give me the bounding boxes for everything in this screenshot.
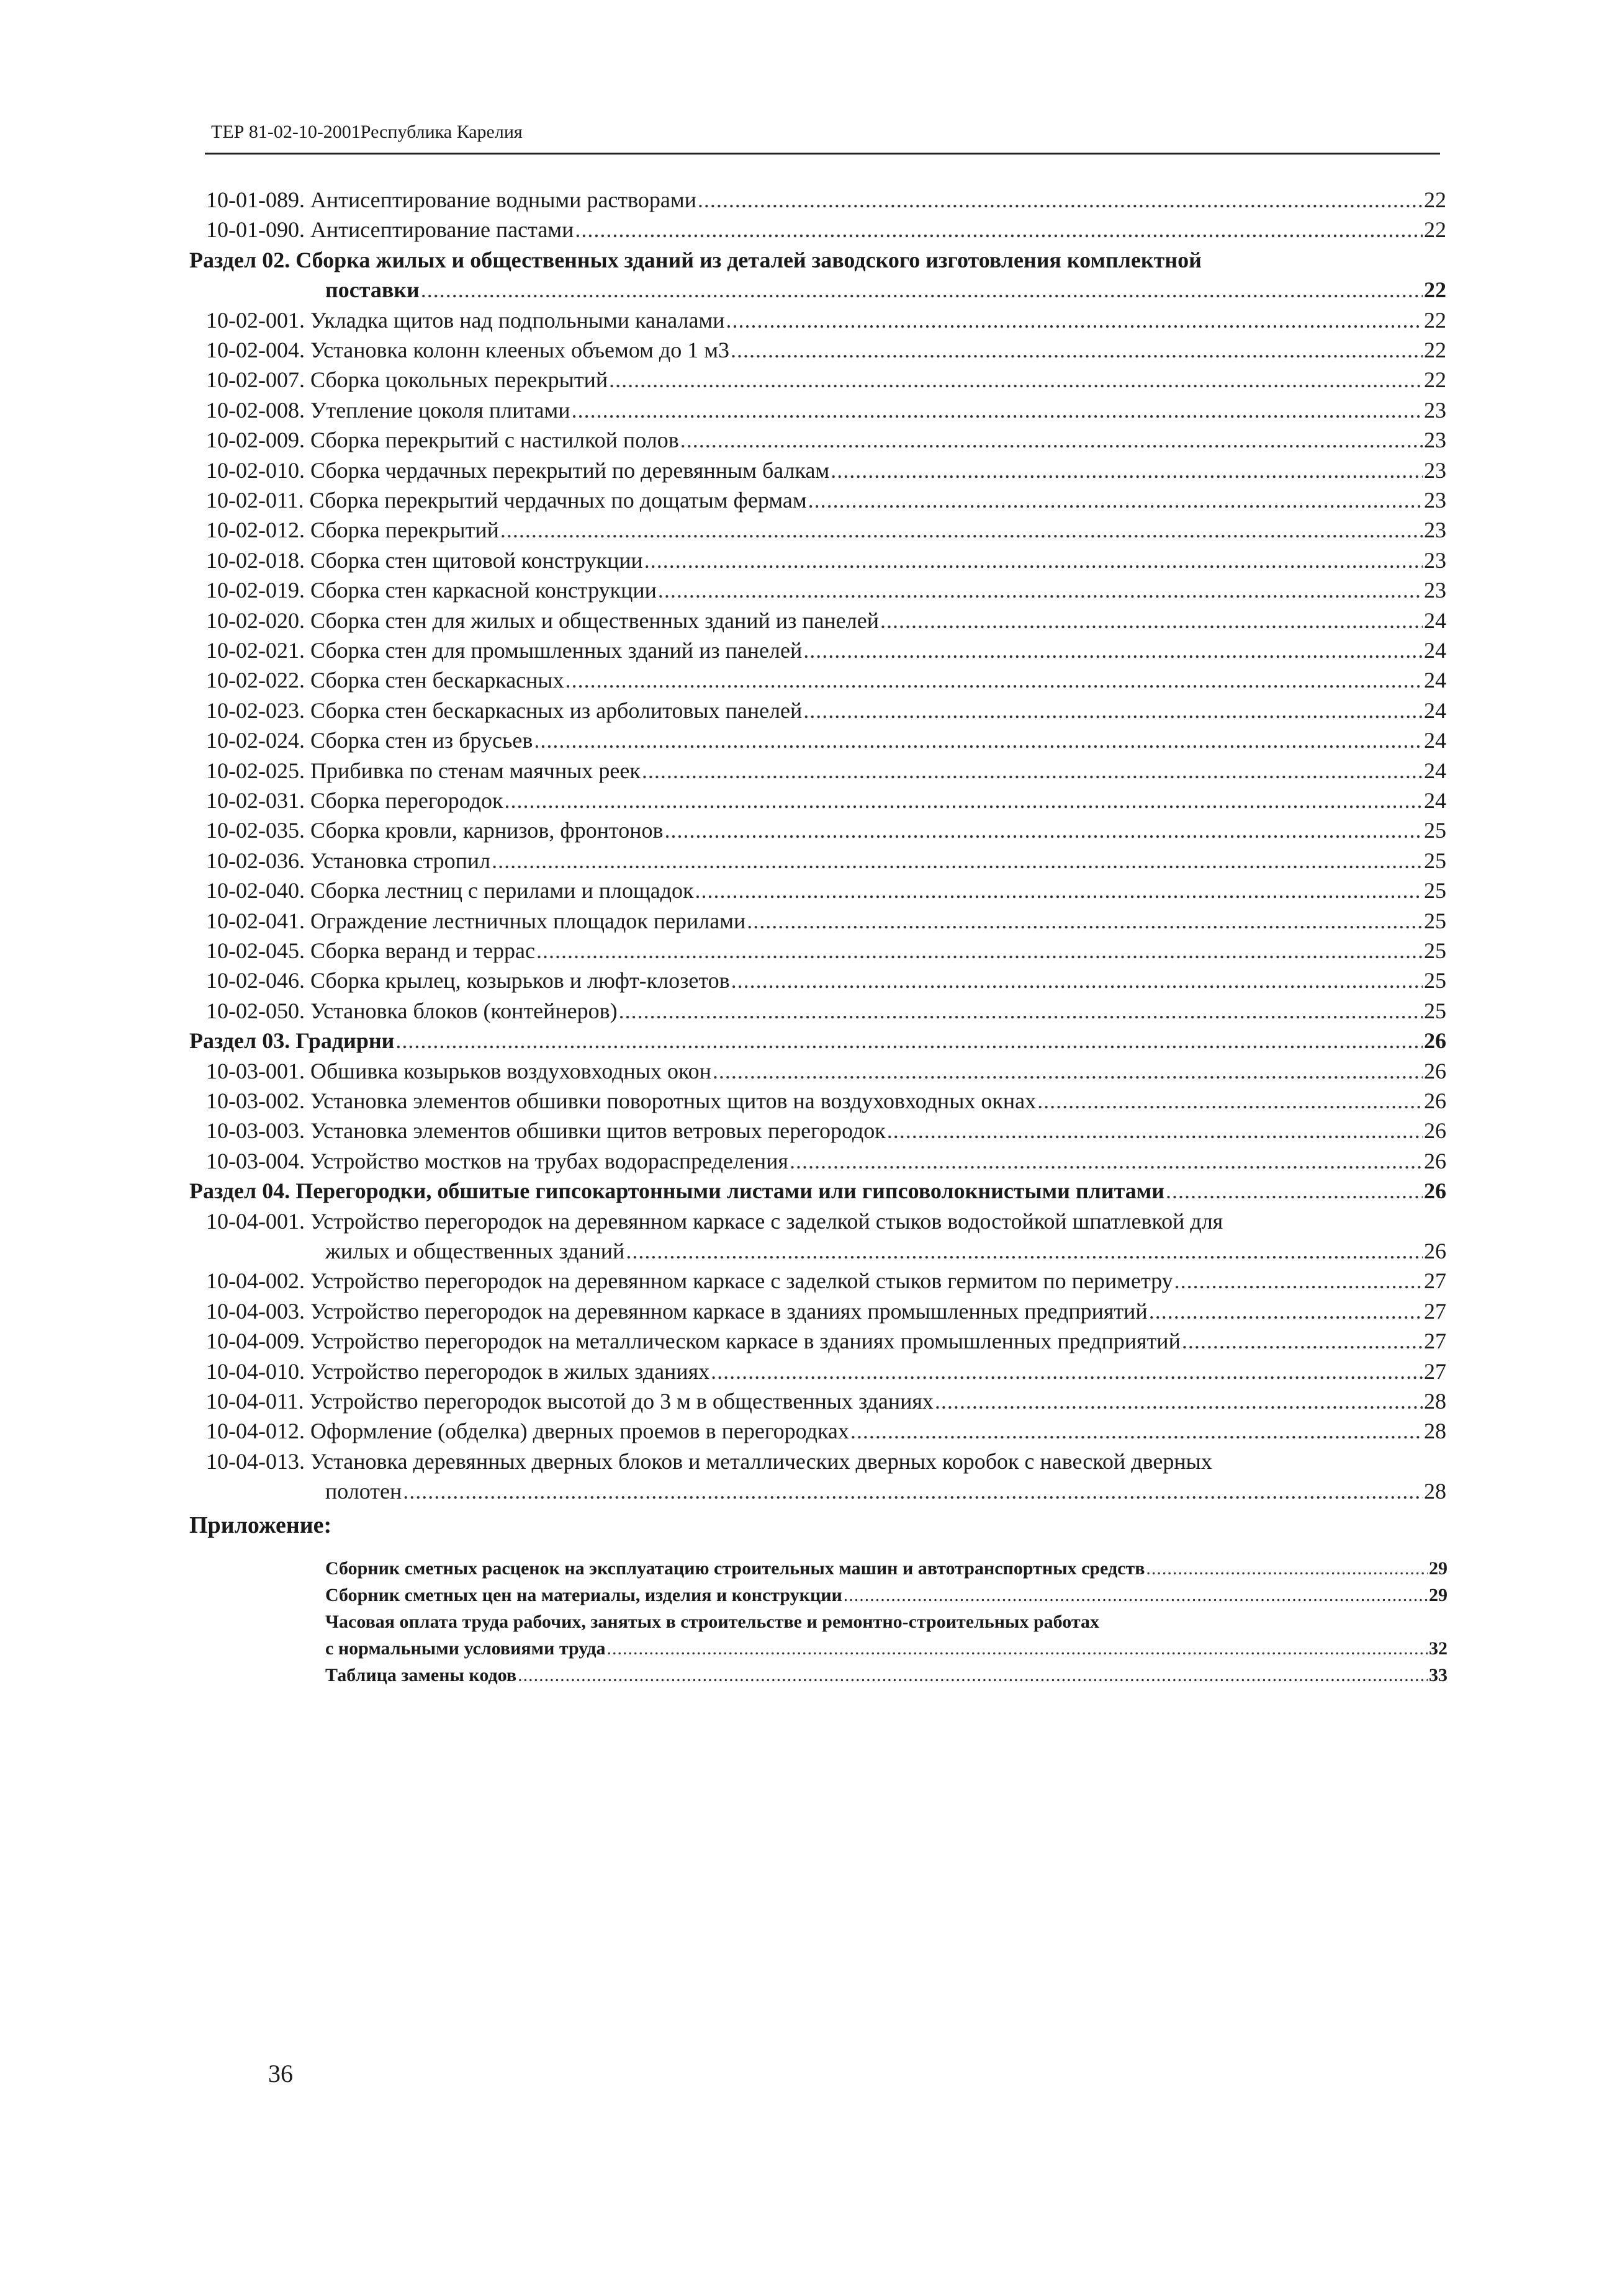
- entry-page-number: 26: [1424, 1088, 1446, 1113]
- leader-dots: [609, 366, 1423, 393]
- toc-entry: [206, 336, 1446, 364]
- entry-title: Сборка перегородок: [310, 788, 503, 813]
- entry-label: [206, 1358, 709, 1385]
- entry-title: Сборка стен щитовой конструкции: [310, 547, 643, 573]
- leader-dots: [731, 336, 1423, 364]
- entry-title: Сборка перекрытий: [310, 518, 499, 543]
- appendix-entry-title: Сборник сметных расценок на эксплуатацию строительных машин и автотранспортных средств: [325, 1558, 1145, 1579]
- leader-dots: [1149, 1298, 1423, 1325]
- entry-code: 10-02-022.: [206, 668, 305, 693]
- leader-dots: [658, 576, 1423, 604]
- leader-dots: [421, 276, 1423, 303]
- entry-page-number: 23: [1424, 547, 1446, 573]
- entry-code: 10-03-004.: [206, 1148, 305, 1173]
- entry-label: [206, 216, 574, 243]
- entry-code: 10-02-046.: [206, 968, 305, 993]
- entry-page-number: 22: [1424, 277, 1446, 303]
- entry-page-number: 24: [1424, 728, 1446, 753]
- toc-entry: [206, 877, 1446, 904]
- toc-entry: [206, 666, 1446, 694]
- entry-label: [206, 907, 745, 935]
- leader-dots: [695, 877, 1423, 904]
- leader-dots: [642, 757, 1423, 784]
- entry-page-number: 26: [1424, 1028, 1446, 1054]
- entry-code: 10-04-011.: [206, 1389, 304, 1414]
- toc-section-heading: [189, 246, 1202, 274]
- entry-label: [206, 576, 657, 604]
- toc-entry: [206, 426, 1446, 454]
- entry-title: Установка колонн клееных объемом до 1 м3: [310, 338, 730, 362]
- appendix-entry-title: Часовая оплата труда рабочих, занятых в строительстве и ремонтно-строительных работах: [325, 1612, 1099, 1632]
- entry-label: [206, 397, 570, 424]
- entry-code: 10-02-036.: [206, 848, 305, 873]
- entry-title: Сборка перекрытий с настилкой полов: [310, 428, 679, 453]
- appendix-page-number: 33: [1429, 1665, 1448, 1685]
- entry-title: Антисептирование водными растворами: [310, 187, 696, 212]
- entry-label: [206, 637, 802, 664]
- toc-entry: [206, 907, 1446, 935]
- entry-page-number: 24: [1424, 668, 1446, 693]
- entry-title: Обшивка козырьков воздуховходных окон: [310, 1058, 711, 1083]
- entry-title: Сборка жилых и общественных зданий из деталей заводского изготовления комплектной: [295, 247, 1202, 272]
- entry-code: 10-01-089.: [206, 187, 305, 212]
- entry-page-number: 24: [1424, 608, 1446, 633]
- toc-entry: [206, 637, 1446, 664]
- entry-page-number: 28: [1424, 1479, 1446, 1504]
- entry-code: 10-04-013.: [206, 1448, 305, 1474]
- entry-label: [206, 817, 664, 844]
- entry-code: 10-02-008.: [206, 397, 305, 423]
- entry-page-number: 24: [1424, 697, 1446, 723]
- toc-entry-continuation: [325, 276, 1446, 303]
- entry-label: [206, 457, 829, 484]
- entry-code: 10-02-050.: [206, 998, 305, 1023]
- entry-label: [206, 1057, 711, 1085]
- toc-entry: [206, 1417, 1446, 1445]
- leader-dots: [698, 186, 1423, 213]
- entry-code: 10-02-045.: [206, 938, 305, 963]
- entry-code: 10-02-007.: [206, 367, 305, 393]
- entry-code: 10-02-018.: [206, 547, 305, 573]
- toc-entry: [206, 1448, 1212, 1475]
- entry-label: [206, 1087, 1036, 1114]
- toc-entry: [206, 1358, 1446, 1385]
- entry-label: [206, 1117, 886, 1144]
- entry-title-continuation: поставки: [325, 277, 420, 303]
- entry-label: [206, 757, 641, 784]
- entry-page-number: 22: [1424, 187, 1446, 212]
- entry-page-number: 26: [1424, 1178, 1446, 1204]
- toc-entry: [206, 547, 1446, 574]
- entry-page-number: 23: [1424, 578, 1446, 603]
- toc-entry: [206, 457, 1446, 484]
- entry-title: Установка элементов обшивки поворотных щитов на воздуховходных окнах: [310, 1088, 1037, 1113]
- toc-entry: [206, 697, 1446, 724]
- toc-entry: [206, 1208, 1223, 1235]
- toc-entry: [206, 997, 1446, 1025]
- entry-page-number: 23: [1424, 397, 1446, 423]
- entry-title: Устройство мостков на трубах водораспределения: [310, 1148, 788, 1173]
- entry-page-number: 22: [1424, 367, 1446, 393]
- entry-title: Установка деревянных дверных блоков и металлических дверных коробок с навеской дверных: [310, 1448, 1212, 1474]
- toc-entry: [206, 787, 1446, 814]
- entry-title: Укладка щитов над подпольными каналами: [310, 307, 725, 333]
- toc-entry: [206, 576, 1446, 604]
- entry-label: [206, 516, 499, 544]
- entry-code: 10-02-024.: [206, 728, 305, 753]
- running-header: ТЕР 81-02-10-2001Республика Карелия: [211, 122, 523, 142]
- entry-title: Оформление (обделка) дверных проемов в перегородках: [310, 1419, 849, 1444]
- leader-dots: [575, 216, 1423, 243]
- entry-label: [206, 697, 802, 724]
- entry-code: 10-02-019.: [206, 578, 305, 603]
- leader-dots: [747, 907, 1423, 935]
- entry-page-number: 25: [1424, 968, 1446, 993]
- entry-title: Устройство перегородок высотой до 3 м в общественных зданиях: [309, 1389, 934, 1414]
- toc-entry: [206, 397, 1446, 424]
- entry-code: 10-04-001.: [206, 1208, 305, 1234]
- entry-title: Сборка лестниц с перилами и площадок: [310, 878, 694, 904]
- toc-entry: [206, 1147, 1446, 1175]
- appendix-entry-title: Сборник сметных цен на материалы, изделия и конструкции: [325, 1585, 842, 1605]
- entry-code: 10-03-001.: [206, 1058, 305, 1083]
- entry-code: Раздел 03.: [189, 1028, 290, 1054]
- entry-page-number: 28: [1424, 1389, 1446, 1414]
- entry-label: [206, 1417, 849, 1445]
- entry-page-number: 26: [1424, 1239, 1446, 1263]
- toc-section-heading: [189, 1177, 1446, 1204]
- entry-title: Устройство перегородок на деревянном каркасе с заделкой стыков гермитом по периметру: [310, 1268, 1173, 1294]
- leader-dots: [492, 847, 1423, 874]
- entry-title-continuation: жилых и общественных зданий: [325, 1239, 625, 1263]
- toc-entry: [206, 1327, 1446, 1355]
- entry-page-number: 22: [1424, 307, 1446, 333]
- entry-code: 10-02-020.: [206, 608, 305, 633]
- entry-page-number: 28: [1424, 1419, 1446, 1444]
- entry-page-number: 25: [1424, 878, 1446, 904]
- entry-title: Сборка кровли, карнизов, фронтонов: [310, 818, 664, 843]
- entry-code: 10-04-012.: [206, 1419, 305, 1444]
- entry-code: 10-01-090.: [206, 217, 305, 243]
- leader-dots: [680, 426, 1423, 454]
- entry-code: 10-02-010.: [206, 457, 305, 483]
- entry-page-number: 24: [1424, 758, 1446, 783]
- entry-page-number: 27: [1424, 1268, 1446, 1294]
- entry-code: Раздел 04.: [189, 1178, 290, 1204]
- entry-title: Ограждение лестничных площадок перилами: [310, 908, 746, 933]
- entry-label: [189, 1177, 1164, 1204]
- toc-entry: [206, 607, 1446, 634]
- toc-entry: [206, 1388, 1446, 1415]
- entry-page-number: 25: [1424, 998, 1446, 1023]
- entry-page-number: 23: [1424, 428, 1446, 453]
- leader-dots: [803, 697, 1423, 724]
- toc-entry: [206, 1298, 1446, 1325]
- entry-label: [206, 997, 618, 1025]
- entry-label: [206, 307, 724, 334]
- entry-title: Антисептирование пастами: [310, 217, 574, 243]
- entry-page-number: 23: [1424, 457, 1446, 483]
- leader-dots: [395, 1027, 1423, 1054]
- entry-page-number: 25: [1424, 938, 1446, 963]
- entry-title: Сборка перекрытий чердачных по дощатым фермам: [309, 488, 807, 513]
- toc-entry: [206, 186, 1446, 213]
- entry-title: Градирни: [295, 1028, 395, 1054]
- toc-section-heading: [189, 1027, 1446, 1054]
- leader-dots: [1182, 1327, 1423, 1355]
- entry-title: Сборка стен из брусьев: [310, 728, 533, 753]
- leader-dots: [505, 787, 1423, 814]
- entry-title: Сборка веранд и террас: [310, 938, 535, 963]
- entry-label: [206, 366, 608, 393]
- entry-code: Раздел 02.: [189, 247, 290, 272]
- toc-entry: [206, 937, 1446, 964]
- toc-entry: [206, 1267, 1446, 1294]
- entry-page-number: 25: [1424, 908, 1446, 933]
- leader-dots: [1166, 1177, 1423, 1204]
- entry-label: [206, 1147, 788, 1175]
- entry-code: 10-04-009.: [206, 1329, 305, 1354]
- entry-title: Устройство перегородок на деревянном каркасе с заделкой стыков водостойкой шпатлевкой для: [310, 1208, 1223, 1234]
- leader-dots: [665, 817, 1423, 844]
- entry-page-number: 25: [1424, 848, 1446, 873]
- entry-label: [206, 186, 696, 213]
- entry-title: Установка блоков (контейнеров): [310, 998, 618, 1023]
- leader-dots: [1174, 1267, 1423, 1294]
- leader-dots: [534, 727, 1423, 754]
- entry-label: [206, 967, 730, 994]
- entry-title: Сборка стен для промышленных зданий из панелей: [310, 638, 803, 663]
- leader-dots: [713, 1057, 1423, 1085]
- entry-title: Сборка цокольных перекрытий: [310, 367, 608, 393]
- entry-code: 10-03-002.: [206, 1088, 305, 1113]
- leader-dots: [500, 516, 1423, 544]
- entry-label: [206, 787, 503, 814]
- leader-dots: [850, 1417, 1423, 1445]
- leader-dots: [572, 397, 1423, 424]
- leader-dots: [644, 547, 1423, 574]
- entry-label: [206, 1388, 934, 1415]
- entry-title: Утепление цоколя плитами: [310, 397, 570, 423]
- appendix-page-number: 29: [1429, 1585, 1448, 1605]
- entry-label: [206, 1327, 1181, 1355]
- entry-code: 10-02-035.: [206, 818, 305, 843]
- toc-entry-continuation: [325, 1237, 1446, 1265]
- entry-page-number: 25: [1424, 818, 1446, 843]
- entry-code: 10-02-031.: [206, 788, 305, 813]
- entry-title: Устройство перегородок на металлическом каркасе в зданиях промышленных предприятий: [310, 1329, 1181, 1354]
- entry-label: [206, 336, 729, 364]
- entry-label: [206, 547, 643, 574]
- entry-title: Сборка стен каркасной конструкции: [310, 578, 657, 603]
- leader-dots: [887, 1117, 1423, 1144]
- entry-page-number: 26: [1424, 1058, 1446, 1083]
- toc-entry: [206, 1087, 1446, 1114]
- toc-entry: [206, 847, 1446, 874]
- entry-code: 10-02-025.: [206, 758, 305, 783]
- leader-dots: [880, 607, 1423, 634]
- leader-dots: [403, 1478, 1423, 1505]
- appendix-entry: [325, 1608, 1099, 1636]
- entry-title: Сборка стен бескаркасных из арболитовых панелей: [310, 697, 803, 723]
- entry-code: 10-02-040.: [206, 878, 305, 904]
- toc-entry: [206, 757, 1446, 784]
- entry-title: Устройство перегородок на деревянном каркасе в зданиях промышленных предприятий: [310, 1298, 1148, 1324]
- entry-code: 10-02-001.: [206, 307, 305, 333]
- appendix-page-number: 29: [1429, 1558, 1448, 1579]
- toc-entry: [206, 727, 1446, 754]
- entry-label: [206, 1267, 1173, 1294]
- toc-entry: [206, 487, 1446, 514]
- toc-entry: [206, 516, 1446, 544]
- leader-dots: [607, 1635, 1428, 1662]
- entry-title: Сборка стен бескаркасных: [310, 668, 564, 693]
- entry-page-number: 27: [1424, 1298, 1446, 1324]
- entry-title: Сборка стен для жилых и общественных зданий из панелей: [310, 608, 879, 633]
- toc-entry: [206, 1117, 1446, 1144]
- page-number: 36: [268, 2060, 293, 2087]
- entry-code: 10-02-011.: [206, 488, 304, 513]
- entry-label: [189, 1027, 394, 1054]
- leader-dots: [803, 637, 1423, 664]
- entry-code: 10-02-009.: [206, 428, 305, 453]
- entry-title: Устройство перегородок в жилых зданиях: [310, 1358, 710, 1384]
- leader-dots: [731, 967, 1423, 994]
- entry-code: 10-04-003.: [206, 1298, 305, 1324]
- appendix-heading: Приложение:: [189, 1512, 332, 1538]
- entry-label: [206, 607, 879, 634]
- toc-entry: [206, 817, 1446, 844]
- appendix-entry-title: Таблица замены кодов: [325, 1665, 517, 1685]
- entry-label: [206, 847, 490, 874]
- leader-dots: [518, 1662, 1428, 1689]
- appendix-entry: [325, 1555, 1448, 1582]
- entry-page-number: 27: [1424, 1329, 1446, 1354]
- entry-code: 10-02-021.: [206, 638, 305, 663]
- entry-code: 10-02-004.: [206, 338, 305, 362]
- leader-dots: [726, 307, 1423, 334]
- entry-code: 10-03-003.: [206, 1118, 305, 1144]
- entry-title: Сборка крылец, козырьков и люфт-клозетов: [310, 968, 730, 993]
- appendix-entry: [325, 1662, 1448, 1689]
- entry-page-number: 23: [1424, 518, 1446, 543]
- entry-code: 10-02-012.: [206, 518, 305, 543]
- leader-dots: [565, 666, 1423, 694]
- entry-label: [206, 666, 564, 694]
- entry-code: 10-04-010.: [206, 1358, 305, 1384]
- entry-page-number: 24: [1424, 638, 1446, 663]
- entry-label: [206, 1298, 1148, 1325]
- appendix-entry-continuation: [325, 1635, 1448, 1662]
- leader-dots: [935, 1388, 1423, 1415]
- appendix-entry-title-continuation: с нормальными условиями труда: [325, 1638, 606, 1659]
- appendix-entry: [325, 1582, 1448, 1609]
- entry-label: [206, 937, 535, 964]
- entry-page-number: 26: [1424, 1118, 1446, 1144]
- leader-dots: [711, 1358, 1423, 1385]
- entry-page-number: 27: [1424, 1358, 1446, 1384]
- leader-dots: [831, 457, 1423, 484]
- entry-title: Перегородки, обшитые гипсокартонными листами или гипсоволокнистыми плитами: [295, 1178, 1164, 1204]
- entry-page-number: 24: [1424, 788, 1446, 813]
- toc-entry-continuation: [325, 1478, 1446, 1505]
- entry-code: 10-02-041.: [206, 908, 305, 933]
- leader-dots: [1037, 1087, 1423, 1114]
- toc-entry: [206, 307, 1446, 334]
- leader-dots: [808, 487, 1423, 514]
- entry-label: [206, 426, 679, 454]
- entry-title-continuation: полотен: [325, 1479, 402, 1504]
- entry-page-number: 23: [1424, 488, 1446, 513]
- toc-entry: [206, 366, 1446, 393]
- entry-title: Сборка чердачных перекрытий по деревянным балкам: [310, 457, 830, 483]
- leader-dots: [626, 1237, 1423, 1265]
- entry-page-number: 22: [1424, 217, 1446, 243]
- header-rule: [205, 153, 1440, 155]
- toc-entry: [206, 216, 1446, 243]
- leader-dots: [844, 1582, 1428, 1609]
- entry-title: Установка элементов обшивки щитов ветровых перегородок: [310, 1118, 886, 1144]
- entry-title: Прибивка по стенам маячных реек: [310, 758, 641, 783]
- leader-dots: [536, 937, 1423, 964]
- entry-title: Установка стропил: [310, 848, 491, 873]
- entry-code: 10-04-002.: [206, 1268, 305, 1294]
- toc-entry: [206, 1057, 1446, 1085]
- leader-dots: [790, 1147, 1423, 1175]
- appendix-page-number: 32: [1429, 1638, 1448, 1659]
- entry-page-number: 26: [1424, 1148, 1446, 1173]
- entry-code: 10-02-023.: [206, 697, 305, 723]
- leader-dots: [619, 997, 1423, 1025]
- toc-entry: [206, 967, 1446, 994]
- entry-label: [206, 727, 533, 754]
- entry-label: [206, 487, 807, 514]
- entry-page-number: 22: [1424, 338, 1446, 362]
- entry-label: [206, 877, 694, 904]
- leader-dots: [1146, 1555, 1428, 1582]
